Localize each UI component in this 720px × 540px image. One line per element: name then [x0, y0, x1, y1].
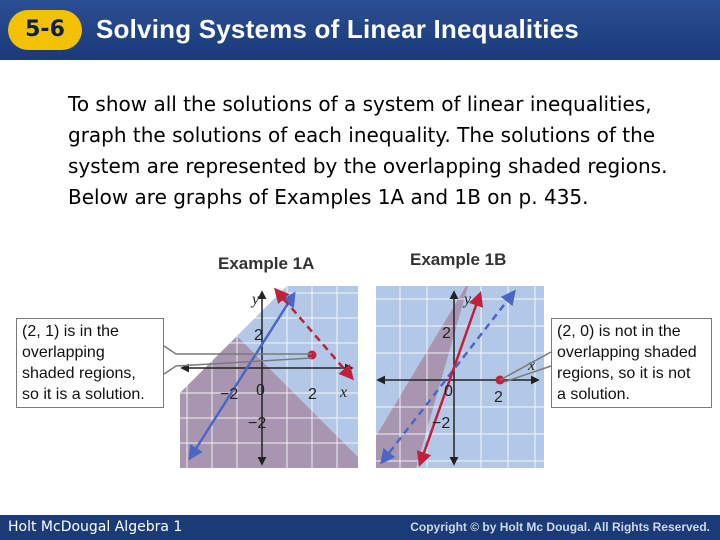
example-1b-callout: (2, 0) is not in the overlapping shaded regions, so it is not a solution.	[551, 318, 712, 408]
slide-header	[0, 0, 720, 60]
tick-y-neg: −2	[248, 415, 267, 432]
test-point	[496, 376, 505, 385]
y-axis-label: y	[464, 291, 472, 308]
y-axis-label: y	[252, 291, 260, 308]
example-1a-title: Example 1A	[218, 254, 315, 273]
intro-paragraph: To show all the solutions of a system of linear inequalities, graph the solutions of each inequality. The solutions of the system are represented by the overlapping shaded regions. Below are graphs of Examples 1A and 1B on p. 435.	[68, 92, 668, 209]
example-1b-graph	[376, 286, 544, 468]
example-1a-callout: (2, 1) is in the overlapping shaded regions, so it is a solution.	[16, 318, 164, 408]
tick-x-pos: 2	[308, 386, 317, 403]
tick-origin: 0	[444, 383, 453, 400]
x-axis-label: x	[340, 384, 348, 401]
footer-copyright: Copyright © by Holt Mc Dougal. All Rights Reserved.	[410, 520, 710, 534]
slide-footer	[0, 515, 720, 540]
tick-y-neg: −2	[432, 415, 451, 432]
x-axis-label: x	[528, 357, 536, 374]
tick-x-pos: 2	[494, 389, 503, 406]
example-1b-title: Example 1B	[410, 250, 507, 269]
test-point	[308, 351, 317, 360]
tick-y-pos: 2	[442, 325, 451, 342]
lesson-badge: 5-6	[8, 10, 82, 50]
tick-y-pos: 2	[254, 327, 263, 344]
example-1a-graph	[180, 286, 358, 468]
footer-book-title: Holt McDougal Algebra 1	[8, 519, 183, 535]
tick-origin: 0	[256, 382, 265, 399]
tick-x-neg: −2	[220, 386, 239, 403]
slide-title: Solving Systems of Linear Inequalities	[96, 14, 579, 44]
